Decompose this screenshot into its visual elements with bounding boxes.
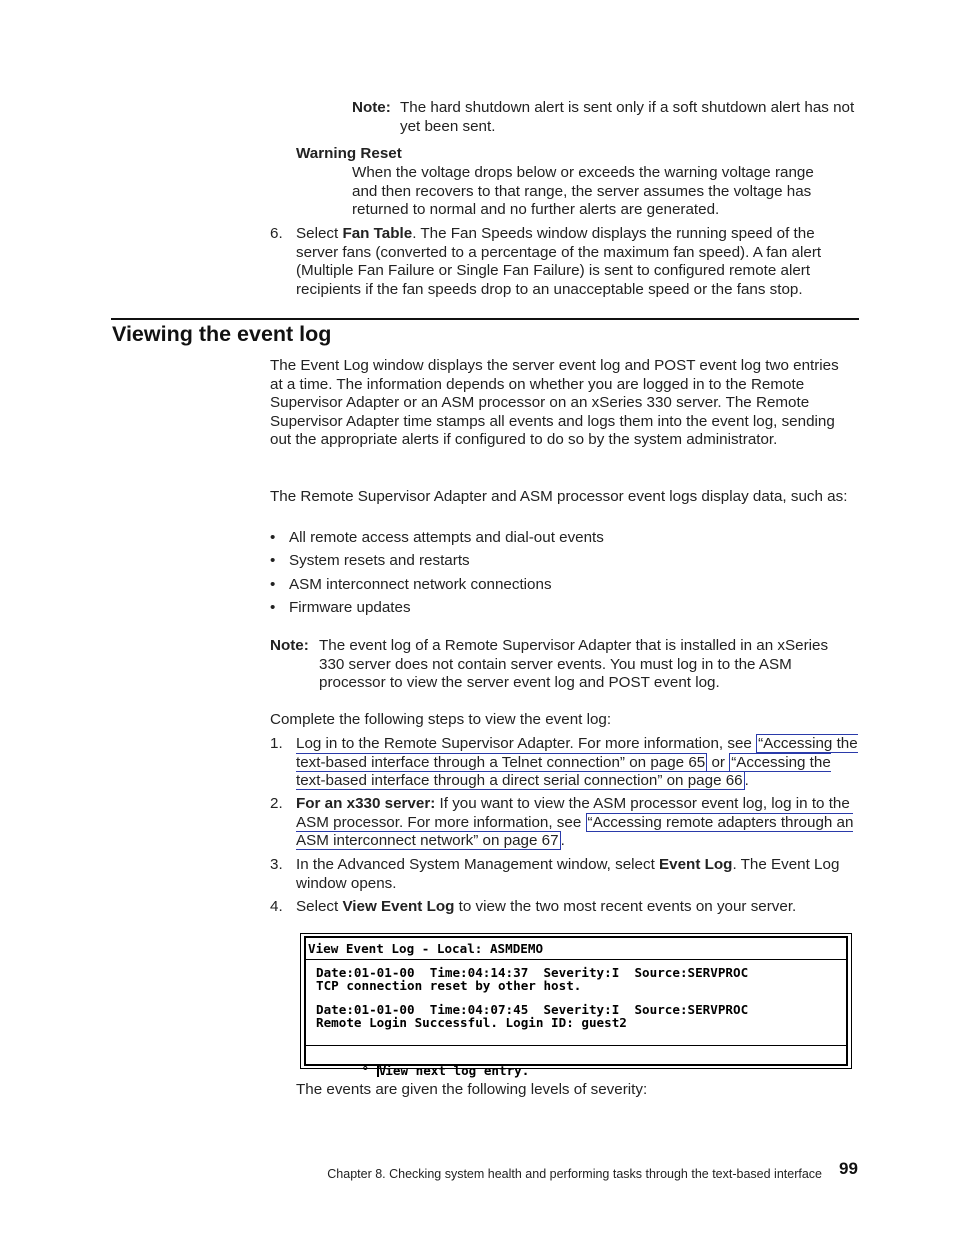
step-1 bbox=[270, 735, 860, 791]
terminal-window bbox=[304, 936, 848, 1078]
note-text: The hard shutdown alert is sent only if a soft shutdown alert has not yet been sent. bbox=[400, 99, 855, 135]
step-bold: View Event Log bbox=[342, 898, 455, 915]
menu-label: iew next log entry. bbox=[385, 1063, 530, 1078]
step-text-post: . bbox=[560, 832, 565, 850]
step-text-post: . bbox=[744, 772, 749, 790]
step-text-pre: Select bbox=[296, 898, 343, 915]
link-asm-interconnect[interactable]: “Accessing remote adapters through an ASM interconnect network” on page 67 bbox=[296, 813, 854, 850]
warning-reset-description: When the voltage drops below or exceeds the warning voltage range and then recovers to that range, the server assumes the voltage has returned to normal and no further alerts are generated. bbox=[352, 164, 814, 219]
step-text-pre: Select bbox=[296, 225, 343, 242]
step-text-post: . The Fan Speeds window displays the running speed of the server fans (converted to a percentage of the maximum fan speed). A fan alert (Multiple Fan Failure or Single Fan Failure) is sent to configured remote alert recipients if the fan speeds drop to an unacceptable speed or the fans stop. bbox=[296, 225, 822, 298]
step-text-post: . The Event Log window opens. bbox=[296, 856, 840, 892]
step-text-mid: or bbox=[707, 753, 730, 771]
bullet-list bbox=[270, 529, 830, 622]
step-number: 1. bbox=[270, 735, 283, 752]
event-1-message: TCP connection reset by other host. bbox=[316, 978, 582, 993]
event-2-header: Date:01-01-00 Time:04:07:45 Severity:I Source:SERVPROC bbox=[316, 1002, 749, 1017]
paragraph-event-log-data: The Remote Supervisor Adapter and ASM processor event logs display data, such as: bbox=[270, 488, 848, 505]
list-item: • Firmware updates bbox=[270, 598, 411, 616]
menu-hotkey: V bbox=[378, 1063, 387, 1078]
terminal-screenshot bbox=[300, 933, 852, 1078]
list-item-text: All remote access attempts and dial-out events bbox=[289, 529, 604, 546]
step-text-pre: Log in to the Remote Supervisor Adapter. For more information, see bbox=[296, 735, 757, 752]
list-item: • System resets and restarts bbox=[270, 552, 470, 570]
chapter-footer: Chapter 8. Checking system health and performing tasks through the text-based interface bbox=[327, 1167, 822, 1181]
page-number: 99 bbox=[839, 1159, 858, 1178]
paragraph-event-log-window: The Event Log window displays the server event log and POST event log two entries at a time. The information depends on whether you are logged in to the Remote Supervisor Adapter or an ASM processor on an xSeries 330 server. The Remote Supervisor Adapter time stamps all events and logs them into the event log, sending out the appropriate alerts if configured to do so by the system administrator. bbox=[270, 357, 839, 449]
step-text-pre: If you want to view the ASM processor event log, log in to the ASM processor. For more information, see bbox=[296, 795, 850, 831]
terminal-divider bbox=[306, 1045, 846, 1046]
step-text-post: to view the two most recent events on your server. bbox=[454, 898, 797, 915]
step-bold: Event Log bbox=[659, 856, 733, 873]
link-telnet-connection[interactable]: “Accessing the text-based interface through a Telnet connection” on page 65 bbox=[296, 735, 858, 771]
step-bold: Fan Table bbox=[342, 225, 413, 242]
list-item-text: Firmware updates bbox=[289, 598, 411, 616]
severity-intro: The events are given the following levels of severity: bbox=[296, 1081, 648, 1098]
list-item-text: System resets and restarts bbox=[289, 552, 470, 570]
list-item-text: ASM interconnect network connections bbox=[289, 575, 552, 593]
note-xseries-330 bbox=[270, 637, 855, 693]
link-serial-connection[interactable]: “Accessing the text-based interface through a direct serial connection” on page 66 bbox=[296, 753, 831, 790]
section-heading: Viewing the event log bbox=[112, 322, 332, 346]
terminal-divider bbox=[306, 959, 846, 960]
step-number: 2. bbox=[270, 795, 283, 812]
step-6 bbox=[270, 225, 855, 299]
note-label: Note: bbox=[352, 99, 391, 116]
step-number: 4. bbox=[270, 898, 283, 915]
menu-bullet: ° bbox=[361, 1063, 370, 1078]
steps-intro: Complete the following steps to view the event log: bbox=[270, 711, 612, 728]
event-1-header: Date:01-01-00 Time:04:14:37 Severity:I Source:SERVPROC bbox=[316, 965, 749, 980]
list-item: • ASM interconnect network connections bbox=[270, 575, 552, 593]
step-3 bbox=[270, 856, 855, 893]
note-hard-shutdown bbox=[352, 99, 857, 136]
note-label: Note: bbox=[270, 637, 309, 654]
step-number: 6. bbox=[270, 225, 283, 242]
step-2 bbox=[270, 795, 860, 851]
step-4 bbox=[270, 898, 855, 917]
list-item: • All remote access attempts and dial-out events bbox=[270, 529, 604, 546]
step-number: 3. bbox=[270, 856, 283, 873]
step-bold: For an x330 server: bbox=[296, 795, 436, 812]
event-2-message: Remote Login Successful. Login ID: guest2 bbox=[316, 1015, 627, 1030]
note-text: The event log of a Remote Supervisor Adapter that is installed in an xSeries 330 server does not contain server events. You must log in to the ASM processor to view the server event log and POST event log. bbox=[319, 637, 829, 692]
step-text-pre: In the Advanced System Management window, select bbox=[296, 856, 660, 873]
warning-reset-term: Warning Reset bbox=[296, 145, 402, 162]
terminal-title: View Event Log - Local: ASMDEMO bbox=[308, 941, 544, 956]
